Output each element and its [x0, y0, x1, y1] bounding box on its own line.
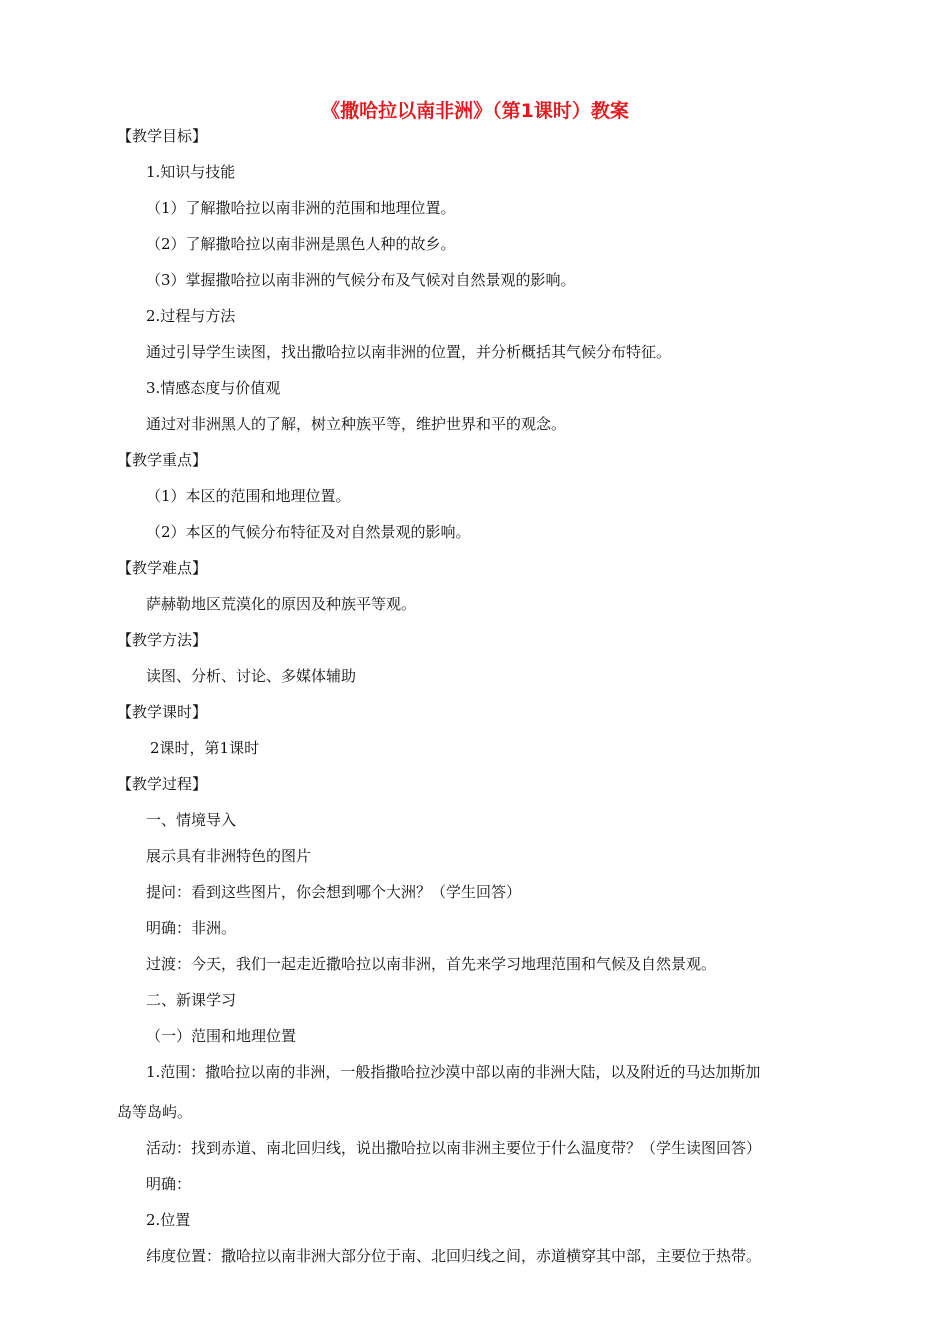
- subheading-process-method: 2.过程与方法: [146, 307, 236, 325]
- subheading-range-location: （一）范围和地理位置: [146, 1027, 297, 1045]
- text-line: 明确：非洲。: [146, 919, 237, 937]
- subheading-knowledge-skills: 1.知识与技能: [146, 163, 236, 181]
- text-line: 通过对非洲黑人的了解，树立种族平等，维护世界和平的观念。: [146, 415, 567, 433]
- section-heading-objectives: 【教学目标】: [117, 127, 208, 145]
- text-line: 过渡：今天，我们一起走近撒哈拉以南非洲，首先来学习地理范围和气候及自然景观。: [146, 955, 717, 973]
- text-line: 2课时，第1课时: [150, 739, 260, 757]
- text-line: （1）本区的范围和地理位置。: [146, 487, 351, 505]
- document-title: 《撒哈拉以南非洲》（第1课时）教案: [321, 100, 629, 122]
- text-line: 读图、分析、讨论、多媒体辅助: [146, 667, 357, 685]
- subheading-introduction: 一、情境导入: [146, 811, 237, 829]
- text-line: 1.范围：撒哈拉以南的非洲，一般指撒哈拉沙漠中部以南的非洲大陆，以及附近的马达加斯加: [146, 1063, 761, 1081]
- text-line: （3）掌握撒哈拉以南非洲的气候分布及气候对自然景观的影响。: [146, 271, 576, 289]
- subheading-position: 2.位置: [146, 1211, 191, 1229]
- section-heading-lesson-hours: 【教学课时】: [117, 703, 208, 721]
- text-line: 萨赫勒地区荒漠化的原因及种族平等观。: [146, 595, 417, 613]
- text-line: （2）了解撒哈拉以南非洲是黑色人种的故乡。: [146, 235, 456, 253]
- subheading-attitude-values: 3.情感态度与价值观: [146, 379, 281, 397]
- text-line: 通过引导学生读图，找出撒哈拉以南非洲的位置，并分析概括其气候分布特征。: [146, 343, 672, 361]
- text-line: 纬度位置：撒哈拉以南非洲大部分位于南、北回归线之间，赤道横穿其中部，主要位于热带。: [146, 1247, 762, 1265]
- text-line: 活动：找到赤道、南北回归线，说出撒哈拉以南非洲主要位于什么温度带？（学生读图回答）: [146, 1139, 762, 1157]
- subheading-new-lesson: 二、新课学习: [146, 991, 237, 1009]
- text-line: （2）本区的气候分布特征及对自然景观的影响。: [146, 523, 471, 541]
- text-line: 明确：: [146, 1175, 192, 1193]
- text-line: 展示具有非洲特色的图片: [146, 847, 312, 865]
- text-line: 岛等岛屿。: [117, 1103, 193, 1121]
- text-line: 提问：看到这些图片，你会想到哪个大洲？（学生回答）: [146, 883, 522, 901]
- text-line: （1）了解撒哈拉以南非洲的范围和地理位置。: [146, 199, 456, 217]
- section-heading-methods: 【教学方法】: [117, 631, 208, 649]
- section-heading-process: 【教学过程】: [117, 775, 208, 793]
- section-heading-key-points: 【教学重点】: [117, 451, 208, 469]
- section-heading-difficulties: 【教学难点】: [117, 559, 208, 577]
